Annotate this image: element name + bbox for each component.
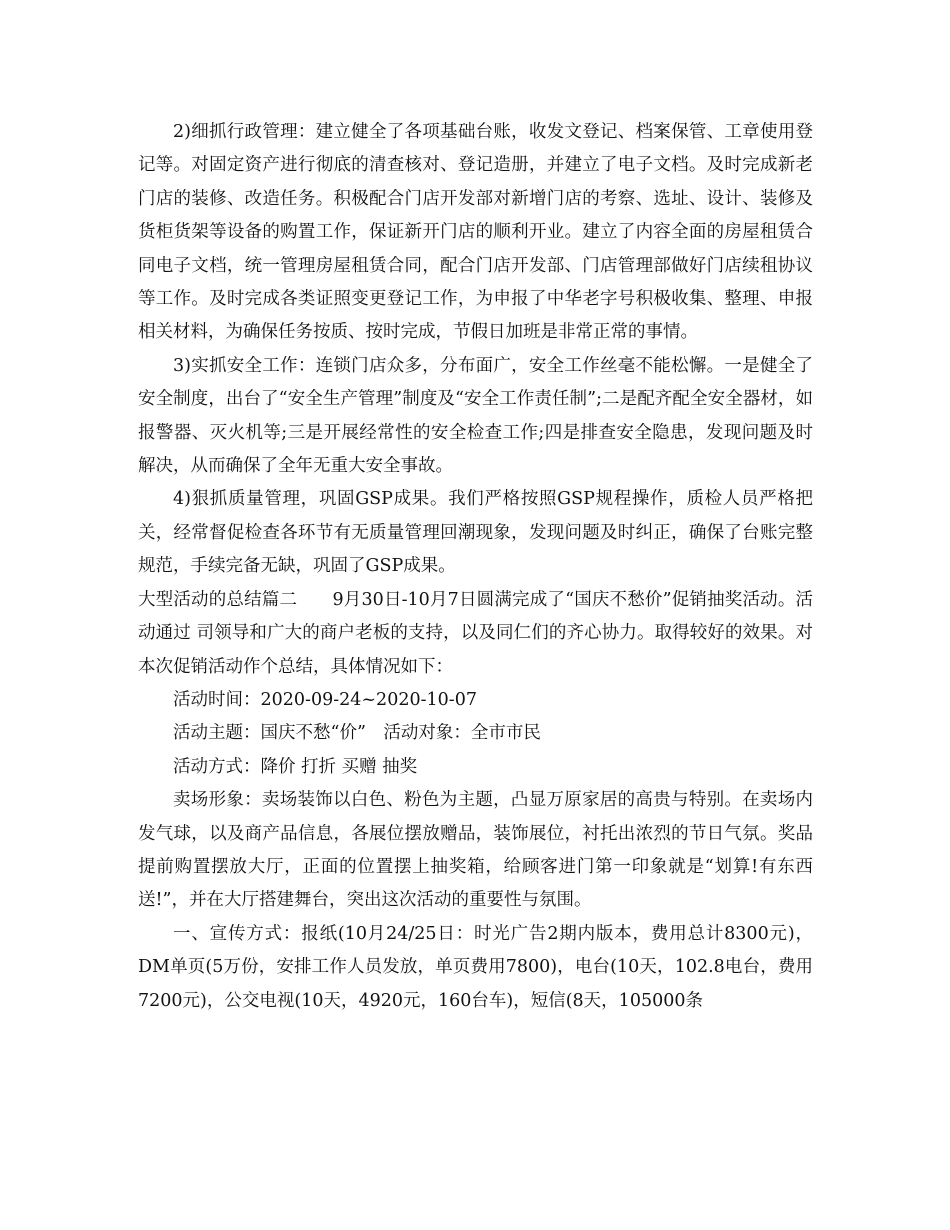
paragraph-event-theme: 活动主题：国庆不愁“价” 活动对象：全市市民 xyxy=(173,723,541,744)
paragraph-quality-management: 4)狠抓质量管理，巩固GSP成果。我们严格按照GSP规程操作，质检人员严格把关，经常督促检查各环节有无质量管理回潮现象，发现问题及时纠正，确保了台账完整规范，手续完备无缺，巩固了GSP成果。 xyxy=(138,489,813,577)
paragraph-store-image: 卖场形象：卖场装饰以白色、粉色为主题，凸显万原家居的高贵与特别。在卖场内发气球，以及商产品信息，各展位摆放赠品，装饰展位，衬托出浓烈的节日气氛。奖品提前购置摆放大厅，正面的位置摆上抽奖箱，给顾客进门第一印象就是“划算!有东西送!”，并在大厅搭建舞台，突出这次活动的重要性与氛围。 xyxy=(138,790,813,911)
paragraph-event-method: 活动方式：降价 打折 买赠 抽奖 xyxy=(173,756,418,777)
paragraph-admin-management: 2)细抓行政管理：建立健全了各项基础台账，收发文登记、档案保管、工章使用登记等。对固定资产进行彻底的清查核对、登记造册，并建立了电子文档。及时完成新老门店的装修、改造任务。积极配合门店开发部对新增门店的考察、选址、设计、装修及货柜货架等设备的购置工作，保证新开门店的顺利开业。建立了内容全面的房屋租赁合同电子文档，统一管理房屋租赁合同，配合门店开发部、门店管理部做好门店续租协议等工作。及时完成各类证照变更登记工作，为申报了中华老字号积极收集、整理、申报相关材料，为确保任务按质、按时完成，节假日加班是非常正常的事情。 xyxy=(138,122,813,343)
paragraph-promotion-methods: 一、宣传方式：报纸(10月24/25日：时光广告2期内版本，费用总计8300元)，DM单页(5万份，安排工作人员发放，单页费用7800)，电台(10天，102.8电台，费用7200元)，公交电视(10天，4920元，160台车)，短信(8天，105000条 xyxy=(138,923,813,1011)
paragraph-safety-work: 3)实抓安全工作：连锁门店众多，分布面广，安全工作丝毫不能松懈。一是健全了安全制度，出台了“安全生产管理”制度及“安全工作责任制”;二是配齐配全安全器材，如报警器、灭火机等;三是开展经常性的安全检查工作;四是排查安全隐患，发现问题及时解决，从而确保了全年无重大安全事故。 xyxy=(138,355,813,477)
document-page xyxy=(138,116,813,1018)
paragraph-event-summary-intro: 大型活动的总结篇二 9月30日-10月7日圆满完成了“国庆不愁价”促销抽奖活动。活动通过 司领导和广大的商户老板的支持，以及同仁们的齐心协力。取得较好的效果。对本次促销活动作个总结，具体情况如下： xyxy=(138,589,813,677)
paragraph-event-time: 活动时间：2020-09-24~2020-10-07 xyxy=(173,689,477,710)
